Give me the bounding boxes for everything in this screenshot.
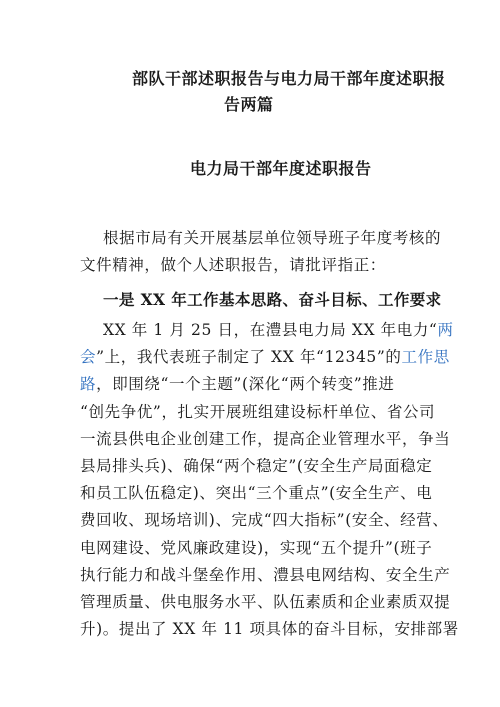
body-text: 执行能力和战斗堡垒作用、澧县电网结构、安全生产 bbox=[80, 565, 451, 584]
body-text: “创先争优”，扎实开展班组建设标杆单位、省公司 bbox=[80, 402, 436, 421]
body-text: 和员工队伍稳定)、突出“三个重点”(安全生产、电 bbox=[80, 484, 433, 503]
body-link[interactable]: 路 bbox=[80, 375, 97, 394]
body-line bbox=[80, 374, 394, 394]
body-text: ”上，我代表班子制定了 XX 年“12345”的 bbox=[96, 348, 402, 367]
body-line bbox=[80, 347, 450, 367]
body-line bbox=[80, 565, 450, 585]
body-line bbox=[80, 429, 450, 449]
body-line bbox=[80, 402, 435, 422]
body-text: 升)。提出了 XX 年 11 项具体的奋斗目标，安排部署 bbox=[80, 620, 459, 639]
section-heading-1: 一是 XX 年工作基本思路、奋斗目标、工作要求 bbox=[103, 290, 442, 309]
body-line bbox=[103, 320, 454, 340]
document-title-line-2: 告两篇 bbox=[224, 95, 274, 114]
body-line bbox=[80, 538, 432, 558]
body-line bbox=[80, 510, 448, 530]
body-link[interactable]: 工作思 bbox=[401, 348, 450, 367]
body-text: 管理质量、供电服务水平、队伍素质和企业素质双提 bbox=[80, 593, 451, 611]
intro-line-2: 文件精神，做个人述职报告，请批评指正： bbox=[80, 256, 386, 274]
body-link[interactable]: 两 bbox=[437, 321, 454, 339]
document-title-line-1: 部队干部述职报告与电力局干部年度述职报 bbox=[132, 69, 446, 88]
body-line bbox=[80, 592, 450, 612]
body-text: 县局排头兵)、确保“两个稳定”(安全生产局面稳定 bbox=[80, 457, 433, 475]
body-link[interactable]: 会 bbox=[80, 348, 97, 367]
body-line bbox=[80, 483, 432, 503]
body-text: 一流县供电企业创建工作，提高企业管理水平，争当 bbox=[80, 429, 451, 448]
body-line bbox=[80, 456, 432, 476]
body-text: XX 年 1 月 25 日，在澧县电力局 XX 年电力“ bbox=[103, 321, 438, 339]
body-text: ，即围绕“一个主题”(深化“两个转变”推进 bbox=[96, 375, 395, 394]
intro-line-1: 根据市局有关开展基层单位领导班子年度考核的 bbox=[103, 229, 442, 247]
body-line bbox=[80, 619, 459, 639]
body-text: 费回收、现场培训)、完成“四大指标”(安全、经营、 bbox=[80, 511, 449, 530]
document-subtitle: 电力局干部年度述职报告 bbox=[190, 159, 372, 178]
body-text: 电网建设、党风廉政建设)，实现“五个提升”(班子 bbox=[80, 538, 433, 557]
